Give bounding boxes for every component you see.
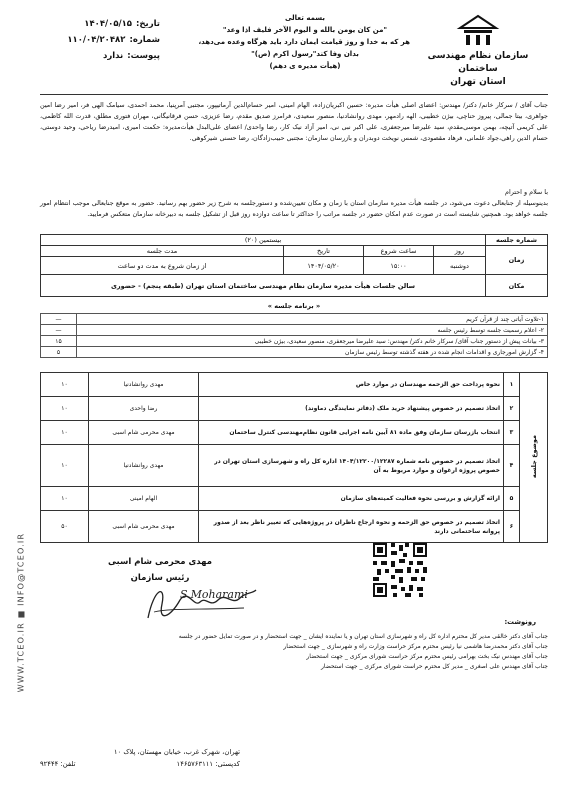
agenda-item-duration: ۱۵ xyxy=(41,336,77,347)
addressee-paragraph: جناب آقای / سرکار خانم/ دکتر/ مهندس: اعضای اصلی هیأت مدیره: حسین اکبریان‌زاده، الهام امینی، امیر حسام‌الدین آرماتیپور، مجتبی آمرپنیا، محمد احمدی، سیامک الهی فر، امیر رضا امین جواهری، بیتا جمالی، پیروز حناچی، بیژن خطیبی، الهه رادمهر، مهدی روانشادنیا، منصور سعیدی، فرامرز صدیق مقدم، رضا عزیزی، حسن فرقانیگانی، مهران فتوری مطلق، قدرت الله کاظمی، علی کریمی آتیچه، بهمن موسی‌مقدم، سید علیرضا میرجعفری، علی اکبر نبی نی، امیر آزاد نیک کار، رضا واحدی/ اعضای علی‌البدل هیأت‌مدیره: حکمت امیری، امیدرضا ریاحی، وحید دوستی، حسام الدین راهی،جواد علمانی، فرهاد مقصودی، شمس نویخت دوبدران و بازرسان سازمان: مجتبی حبیب‌زادگان، رضا حسنی شیرکوهی. xyxy=(40,101,548,142)
topic-duration: ۱۰ xyxy=(41,397,89,421)
meeting-date-value: ۱۴۰۴/۰۵/۲۰ xyxy=(284,257,364,275)
signatory-name: مهدی محرمی شام اسبی xyxy=(107,557,213,567)
quote-line3: بدان وفا کند"رسول اکرم (ص)" xyxy=(251,50,359,58)
quote-line2: هر که به خدا و روز قیامت ایمان دارد باید هرگاه وعده می‌دهد، xyxy=(198,38,410,46)
cc-item: جناب آقای مهندس نیک بخت بهرامی رئیس محترم مرکز حراست شورای مرکزی _ جهت استحضار xyxy=(306,653,548,660)
qr-code-icon xyxy=(373,543,427,597)
date-header: تاریخ xyxy=(284,246,364,257)
side-contact-text: WWW.TCEO.IR ■ INFO@TCEO.IR xyxy=(16,532,26,693)
topic-responsible: مهدی محرمی شام اسبی xyxy=(89,421,199,445)
meta-number-row xyxy=(40,32,160,48)
topic-duration: ۱۰ xyxy=(41,487,89,511)
topic-responsible: مهدی محرمی شام اسبی xyxy=(89,511,199,543)
meta-attachment-row xyxy=(40,48,160,64)
topic-row xyxy=(41,397,548,421)
duration-header: مدت جلسه xyxy=(41,246,284,257)
topic-responsible: مهدی روانشادنیا xyxy=(89,373,199,397)
topic-duration: ۱۰ xyxy=(41,421,89,445)
duration-value: از زمان شروع به مدت دو ساعت xyxy=(41,257,284,275)
session-label: شماره جلسه xyxy=(486,235,548,246)
agenda-table xyxy=(40,313,548,358)
agenda-row xyxy=(41,314,548,325)
attachment-value: ندارد xyxy=(102,51,124,61)
footer-postal: کدپستی: ۱۴۶۵۷۶۳۱۱۱ xyxy=(176,760,240,768)
org-city: استان تهران xyxy=(450,77,506,87)
topic-subject: انتخاب بازرسان سازمان وفق ماده ۸۱ آیین نامه اجرایی قانون نظام‌مهندسی کنترل ساختمان xyxy=(199,421,504,445)
topics-table xyxy=(40,372,548,543)
topic-subject: اتخاذ تصمیم در خصوص نامه شماره ۱۴۰۴/۱۲۲۰۰/۱۲۲۸۷ اداره کل راه و شهرسازی استان تهران در خصوص پروژه ارغوان و موارد مربوط به آن xyxy=(199,445,504,487)
topic-row xyxy=(41,373,548,397)
agenda-item-duration: — xyxy=(41,325,77,336)
topic-row xyxy=(41,421,548,445)
meta-date-row xyxy=(40,16,160,32)
attachment-label: پیوست: xyxy=(127,51,160,61)
org-name: سازمان نظام مهندسی ساختمان xyxy=(427,51,529,74)
greeting: با سلام و احترام xyxy=(505,188,548,196)
agenda-item-text: ۴- گزارش امورجاری و اقدامات انجام شده در هفته گذشته توسط رئیس سازمان xyxy=(77,347,548,358)
topic-number: ۴ xyxy=(504,445,520,487)
footer-phone: تلفن: ۹۲۴۴۴ xyxy=(40,760,76,768)
agenda-item-text: ۱-تلاوت آیاتی چند از قرآن کریم xyxy=(77,314,548,325)
agenda-item-duration: — xyxy=(41,314,77,325)
topic-subject: اتخاذ تصمیم در خصوص حق الزحمه و نحوه ارجاع ناظران در پروژه‌هایی که تغییر ناظر بعد از صدور پروانه ساختمانی دارند xyxy=(199,511,504,543)
topic-responsible: رضا واحدی xyxy=(89,397,199,421)
side-contact-strip xyxy=(6,500,32,740)
invitation-paragraph: بدینوسیله از جنابعالی دعوت می‌شود، در جلسه هیأت مدیره سازمان استان با زمان و مکان تعیین‌شده و دستورجلسه به شرح زیر حضور بهم رسانید. حضور به موقع جنابعالی موجب انتظام امور جلسه خواهد بود. همچنین شایسته است در صورت عدم امکان حضور در جلسه مراتب را حداکثر تا ساعت دوازده روز قبل از تشکیل جلسه به دبیرخانه سازمان متعکس فرمایید. xyxy=(40,199,548,218)
handwritten-signature xyxy=(140,578,260,626)
topic-row xyxy=(41,445,548,487)
agenda-item-text: ۲- اعلام رسمیت جلسه توسط رئیس جلسه xyxy=(77,325,548,336)
topic-number: ۱ xyxy=(504,373,520,397)
place-label: مکان xyxy=(486,275,548,297)
agenda-item-duration: ۵ xyxy=(41,347,77,358)
topic-subject: نحوه پرداخت حق الزحمه مهندسان در موارد خاص xyxy=(199,373,504,397)
agenda-row xyxy=(41,325,548,336)
quote-arabic: "من کان یومن بالله و الیوم الآخر فلیف اذا وعد" xyxy=(222,26,388,34)
start-value: ۱۵:۰۰ xyxy=(364,257,434,275)
topic-number: ۶ xyxy=(504,511,520,543)
cc-item: جناب آقای مهندس علی اصغری _ مدیر کل محترم حراست شورای مرکزی _ جهت استحضار xyxy=(321,663,548,670)
day-header: روز xyxy=(434,246,486,257)
topics-side-label: موضوع جلسه xyxy=(520,373,548,543)
bismillah: بسمه تعالی xyxy=(284,14,326,22)
date-value: ۱۴۰۴/۰۵/۱۵ xyxy=(84,19,132,29)
footer-address: تهران، شهرک غرب، خیابان مهستان، پلاک ۱۰ xyxy=(113,748,240,756)
org-logo-block xyxy=(408,14,548,89)
topic-number: ۳ xyxy=(504,421,520,445)
cc-list xyxy=(80,632,548,672)
place-value: سالن جلسات هیأت مدیره سازمان نظام مهندسی ساختمان استان تهران (طبقه پنجم) - حضوری xyxy=(41,275,486,297)
topic-duration: ۱۰ xyxy=(41,373,89,397)
day-value: دوشنبه xyxy=(434,257,486,275)
session-value: بیستمین (۲۰) xyxy=(41,235,486,246)
topic-number: ۲ xyxy=(504,397,520,421)
topic-duration: ۵۰ xyxy=(41,511,89,543)
org-logo-icon xyxy=(456,14,500,48)
topic-responsible: مهدی روانشادنیا xyxy=(89,445,199,487)
footer-contact xyxy=(40,746,240,770)
topic-duration: ۱۰ xyxy=(41,445,89,487)
svg-text:S.Moharami: S.Moharami xyxy=(180,588,248,601)
agenda-caption: « برنامه جلسه » xyxy=(267,302,321,310)
board-term: (هیأت مدیره ی دهم) xyxy=(269,62,341,70)
date-label: تاریخ: xyxy=(136,19,160,29)
agenda-row xyxy=(41,336,548,347)
topic-row xyxy=(41,511,548,543)
letter-meta xyxy=(40,16,160,64)
agenda-row xyxy=(41,347,548,358)
topic-number: ۵ xyxy=(504,487,520,511)
topic-row xyxy=(41,487,548,511)
footer-codes xyxy=(40,758,240,770)
cc-item: جناب آقای دکتر محمدرضا هاشمی نیا رئیس محترم مرکز حراست وزارت راه و شهرسازی _ جهت استحضار xyxy=(283,643,548,650)
number-label: شماره: xyxy=(129,35,160,45)
time-label: زمان xyxy=(486,246,548,275)
meeting-info-table xyxy=(40,234,548,297)
header-divider xyxy=(40,94,548,95)
signatory-title: رئیس سازمان xyxy=(130,573,190,583)
number-value: ۱۱۰/۰۴/۲۰۴۸۲ xyxy=(67,35,126,45)
agenda-item-text: ۳- بیانات پیش از دستور جناب آقای/ سرکار خانم دکتر/ مهندس: سید علیرضا میرجعفری، منصور سعیدی، بیژن خطیبی xyxy=(77,336,548,347)
header-verse xyxy=(200,12,410,72)
topic-subject: اتخاذ تصمیم در خصوص پیشنهاد خرید ملک (دفاتر نمایندگی دماوند) xyxy=(199,397,504,421)
topic-subject: ارائه گزارش و بررسی نحوه فعالیت کمیته‌های سازمان xyxy=(199,487,504,511)
topic-responsible: الهام امینی xyxy=(89,487,199,511)
start-header: ساعت شروع xyxy=(364,246,434,257)
cc-label: رونوشت: xyxy=(504,618,536,626)
cc-item: جناب آقای دکتر خالقی مدیر کل محترم اداره کل راه و شهرسازی استان تهران و یا نماینده ایشان _ جهت استحضار و در صورت تمایل حضور در جلسه xyxy=(178,633,548,640)
